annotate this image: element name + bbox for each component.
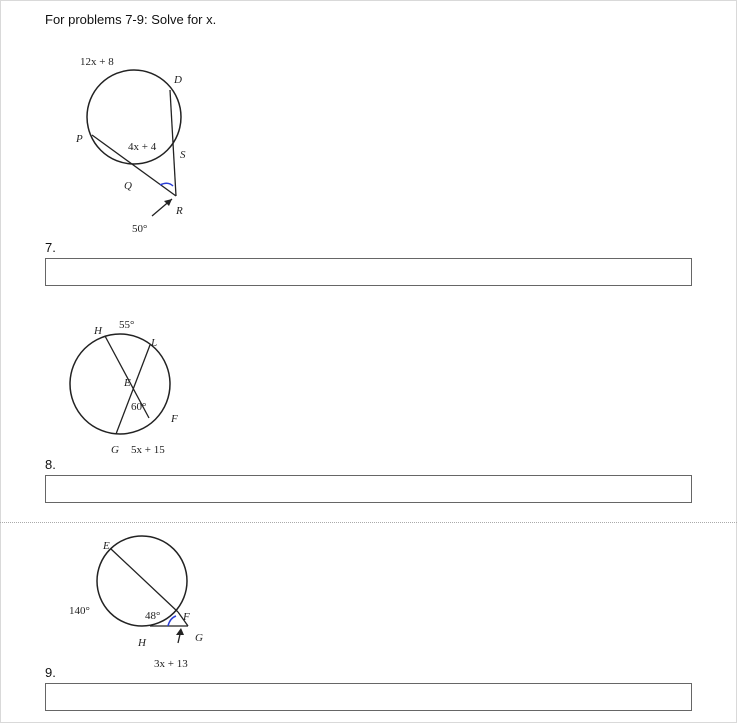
point-h-label-9: H [138,637,146,649]
arc-left-label-9: 140° [69,605,90,617]
angle-label-7: 50° [132,223,148,235]
point-q-label: Q [124,180,132,192]
arrow-head-9 [176,628,184,635]
point-e-label: E [124,377,131,389]
problem-8-answer-box[interactable] [45,475,692,503]
arc-bottom-label-9: 3x + 13 [154,658,188,670]
point-f-label-9: F [183,611,190,623]
circle-9 [97,536,187,626]
problem-9-number: 9. [45,665,56,680]
arc-top-label-8: 55° [119,319,135,331]
point-g-label: G [111,444,119,456]
point-g-label-9: G [195,632,203,644]
angle-center-label-8: 60° [131,401,147,413]
point-d-label: D [174,74,182,86]
problem-9-answer-box[interactable] [45,683,692,711]
point-l-label: L [151,337,158,349]
point-e-label-9: E [103,540,110,552]
arc-inner-label-7: 4x + 4 [128,141,157,153]
arc-bottom-label-8: 5x + 15 [131,444,165,456]
circle-8 [70,334,170,434]
point-p-label: P [76,133,83,145]
problem-7-answer-box[interactable] [45,258,692,286]
secant-dr [170,90,176,196]
page-divider [0,522,737,523]
point-f-label: F [171,413,178,425]
chord-lg [116,345,150,434]
point-r-label: R [176,205,183,217]
problem-7-number: 7. [45,240,56,255]
secant-eg [111,549,178,612]
problem-8-number: 8. [45,457,56,472]
arc-top-label-7: 12x + 8 [80,56,114,68]
point-h-label: H [94,325,102,337]
angle-label-9: 48° [145,610,161,622]
instructions-text: For problems 7-9: Solve for x. [45,12,217,27]
point-s-label: S [180,149,186,161]
